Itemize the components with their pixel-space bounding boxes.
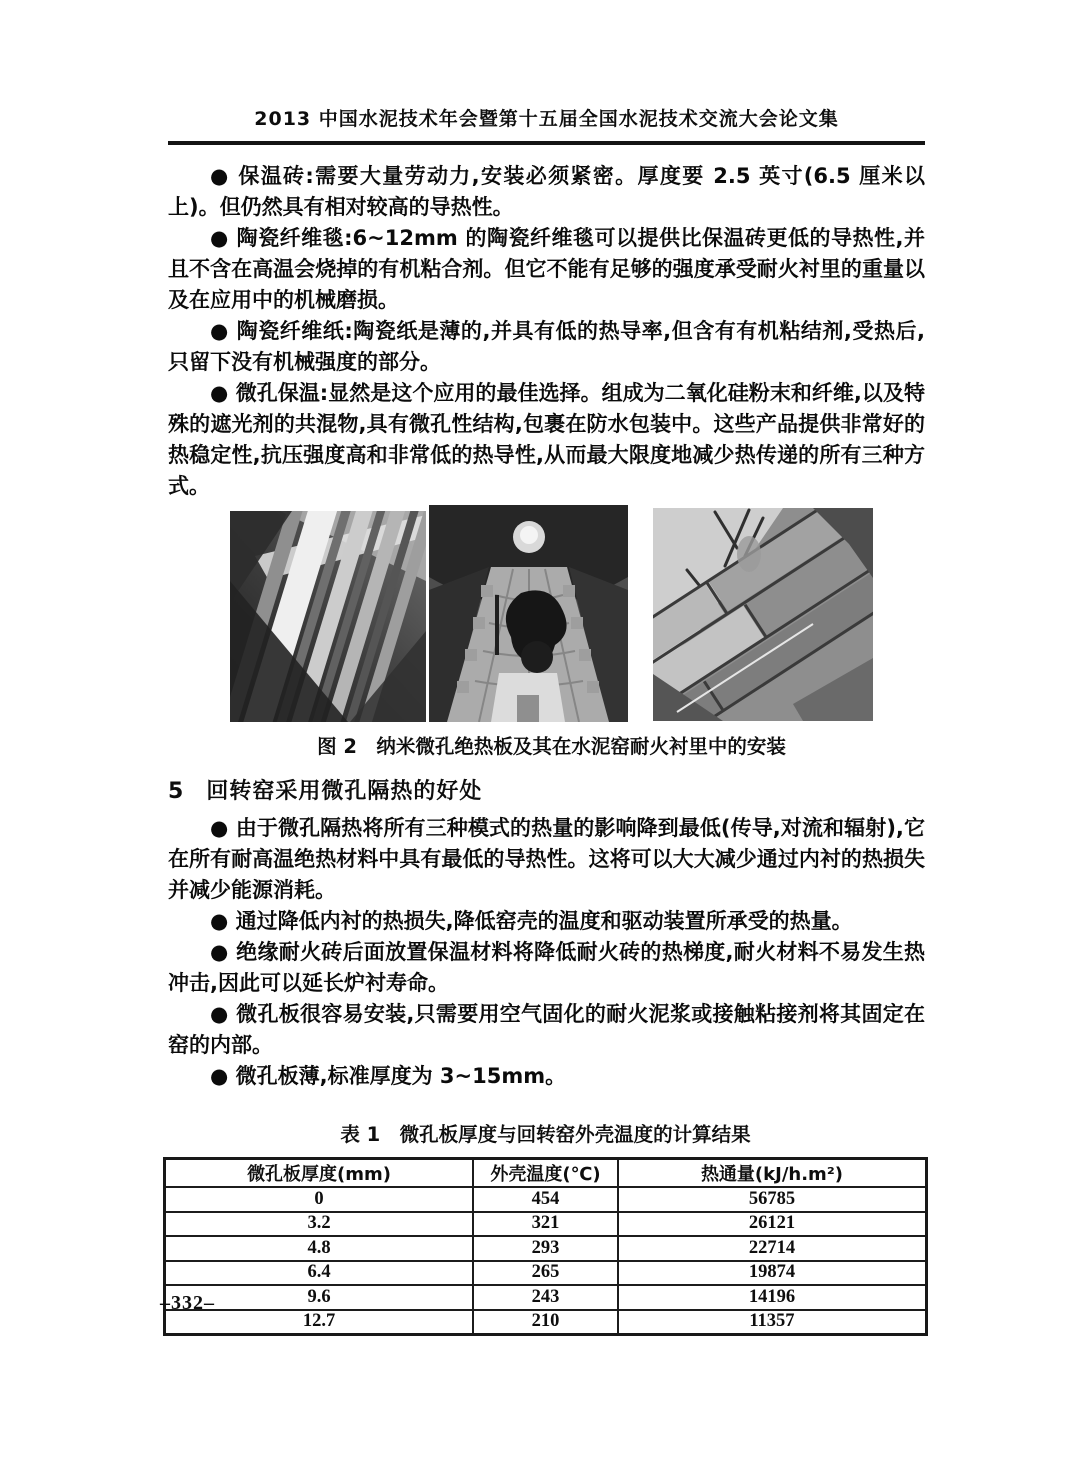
table-row	[165, 1310, 927, 1335]
table-row	[165, 1261, 927, 1286]
bullet-thermal-gradient: ● 绝缘耐火砖后面放置保温材料将降低耐火砖的热梯度,耐火材料不易发生热冲击,因此可以延长炉衬寿命。	[168, 940, 925, 995]
section-number: 5	[168, 779, 185, 804]
cell-thickness: 3.2	[165, 1212, 474, 1237]
cell-heat-flux: 14196	[618, 1285, 927, 1310]
cell-heat-flux: 26121	[618, 1212, 927, 1237]
figure-2-caption: 图 2 纳米微孔绝热板及其在水泥窑耐火衬里中的安装	[317, 735, 786, 758]
cell-shell-temp: 293	[473, 1236, 618, 1261]
cell-thickness: 4.8	[165, 1236, 474, 1261]
bullet-ceramic-fiber-blanket: ● 陶瓷纤维毯:6~12mm 的陶瓷纤维毯可以提供比保温砖更低的导热性,并且不含在高温会烧掉的有机粘合剂。但它不能有足够的强度承受耐火衬里的重量以及在应用中的机械磨损。	[168, 226, 925, 312]
cell-shell-temp: 243	[473, 1285, 618, 1310]
col-header-thickness: 微孔板厚度(mm)	[165, 1159, 474, 1188]
page-header-title: 2013 中国水泥技术年会暨第十五届全国水泥技术交流大会论文集	[254, 108, 839, 130]
microporous-insulation-boards-photo	[230, 511, 426, 722]
cell-shell-temp: 265	[473, 1261, 618, 1286]
cell-thickness: 12.7	[165, 1310, 474, 1335]
bullet-insulating-brick: ● 保温砖:需要大量劳动力,安装必须紧密。厚度要 2.5 英寸(6.5 厘米以上)。但仍然具有相对较高的导热性。	[168, 164, 925, 219]
kiln-brick-lining-photo	[653, 508, 873, 721]
cell-heat-flux: 11357	[618, 1310, 927, 1335]
page-number: –332–	[160, 1292, 215, 1314]
table-row	[165, 1212, 927, 1237]
cell-heat-flux: 22714	[618, 1236, 927, 1261]
table-header-row	[165, 1159, 927, 1188]
bullet-lower-shell-temperature: ● 通过降低内衬的热损失,降低窑壳的温度和驱动装置所承受的热量。	[210, 909, 853, 933]
table-row	[165, 1285, 927, 1310]
cell-shell-temp: 321	[473, 1212, 618, 1237]
cell-thickness: 0	[165, 1187, 474, 1212]
cell-thickness: 9.6	[165, 1285, 474, 1310]
cell-heat-flux: 56785	[618, 1187, 927, 1212]
materials-bullet-list	[168, 161, 925, 502]
cell-shell-temp: 210	[473, 1310, 618, 1335]
cell-thickness: 6.4	[165, 1261, 474, 1286]
kiln-interior-illustration	[429, 505, 628, 722]
header-divider	[168, 141, 925, 145]
table-1	[163, 1157, 928, 1336]
cell-shell-temp: 454	[473, 1187, 618, 1212]
bullet-thin-panels: ● 微孔板薄,标准厚度为 3~15mm。	[210, 1064, 567, 1088]
table-row	[165, 1187, 927, 1212]
table-1-title: 表 1 微孔板厚度与回转窑外壳温度的计算结果	[340, 1123, 751, 1146]
figure-2-photos	[230, 505, 873, 722]
section-title: 回转窑采用微孔隔热的好处	[206, 779, 483, 804]
kiln-interior-installation-photo	[429, 505, 628, 722]
brick-lining-illustration	[653, 508, 873, 721]
cell-heat-flux: 19874	[618, 1261, 927, 1286]
section-5-heading	[168, 774, 925, 805]
figure-2	[230, 505, 873, 759]
insulation-boards-illustration	[230, 511, 426, 722]
table-row	[165, 1236, 927, 1261]
bullet-easy-installation: ● 微孔板很容易安装,只需要用空气固化的耐火泥浆或接触粘接剂将其固定在窑的内部。	[168, 1002, 925, 1057]
bullet-lowest-conductivity: ● 由于微孔隔热将所有三种模式的热量的影响降到最低(传导,对流和辐射),它在所有耐高温绝热材料中具有最低的导热性。这将可以大大减少通过内衬的热损失并减少能源消耗。	[168, 816, 925, 902]
col-header-shell-temp: 外壳温度(℃)	[473, 1159, 618, 1188]
col-header-heat-flux: 热通量(kJ/h.m²)	[618, 1159, 927, 1188]
benefits-bullet-list	[168, 813, 925, 1092]
table-1-block	[163, 1119, 928, 1336]
bullet-ceramic-fiber-paper: ● 陶瓷纤维纸:陶瓷纸是薄的,并具有低的热导率,但含有有机粘结剂,受热后,只留下没有机械强度的部分。	[168, 319, 925, 374]
bullet-microporous-insulation: ● 微孔保温:显然是这个应用的最佳选择。组成为二氧化硅粉末和纤维,以及特殊的遮光剂的共混物,具有微孔性结构,包裹在防水包装中。这些产品提供非常好的热稳定性,抗压强度高和非常低的热导性,从而最大限度地减少热传递的所有三种方式。	[168, 381, 925, 498]
page-content	[168, 104, 925, 1336]
